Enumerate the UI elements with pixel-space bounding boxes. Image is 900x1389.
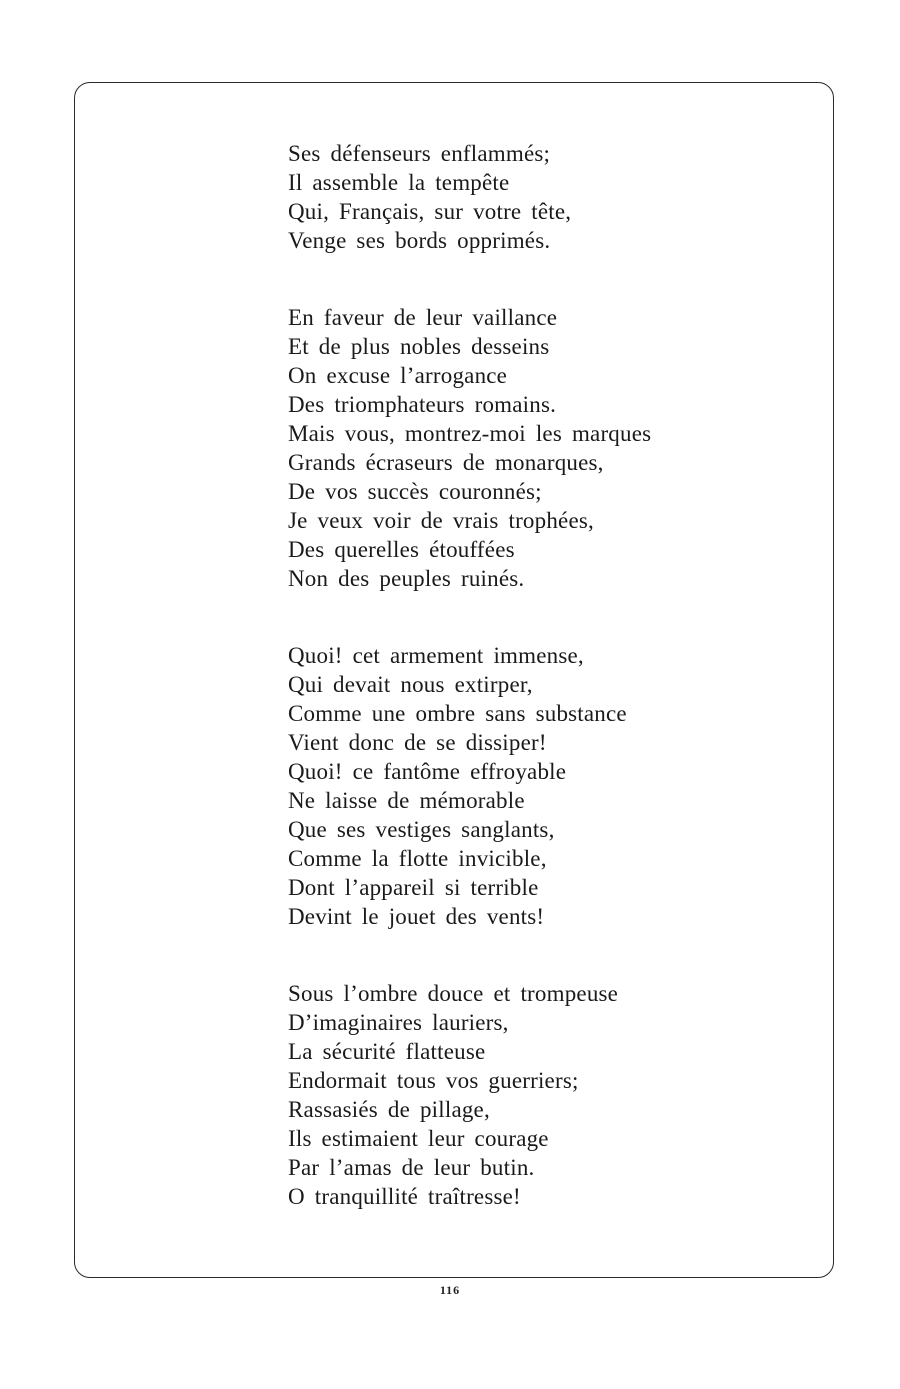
poem-line: O tranquillité traîtresse! bbox=[288, 1184, 521, 1209]
poem-line: Et de plus nobles desseins bbox=[288, 334, 550, 359]
poem-line: Endormait tous vos guerriers; bbox=[288, 1068, 579, 1093]
poem-line: En faveur de leur vaillance bbox=[288, 305, 558, 330]
poem-line: Quoi! ce fantôme effroyable bbox=[288, 759, 567, 784]
poem-line: Qui, Français, sur votre tête, bbox=[288, 199, 572, 224]
poem-line: Des triomphateurs romains. bbox=[288, 392, 557, 417]
poem-line: Quoi! cet armement immense, bbox=[288, 643, 584, 668]
poem-line: Il assemble la tempête bbox=[288, 170, 510, 195]
poem-line: Comme la flotte invicible, bbox=[288, 846, 547, 871]
poem-line: Je veux voir de vrais trophées, bbox=[288, 508, 594, 533]
poem-line: La sécurité flatteuse bbox=[288, 1039, 486, 1064]
poem-line: Non des peuples ruinés. bbox=[288, 566, 525, 591]
poem-line: Qui devait nous extirper, bbox=[288, 672, 533, 697]
poem-line: Vient donc de se dissiper! bbox=[288, 730, 547, 755]
poem-line: Sous l’ombre douce et trompeuse bbox=[288, 981, 619, 1006]
stanza-4 bbox=[288, 979, 748, 1211]
page-number: 116 bbox=[439, 1283, 461, 1297]
poem-line: Des querelles étouffées bbox=[288, 537, 515, 562]
poem-line: Grands écraseurs de monarques, bbox=[288, 450, 604, 475]
poem-line: D’imaginaires lauriers, bbox=[288, 1010, 509, 1035]
poem-line: Rassasiés de pillage, bbox=[288, 1097, 490, 1122]
poem-line: Mais vous, montrez-moi les marques bbox=[288, 421, 652, 446]
poem-line: Dont l’appareil si terrible bbox=[288, 875, 539, 900]
poem-line: On excuse l’arrogance bbox=[288, 363, 508, 388]
poem-text bbox=[288, 139, 748, 1211]
poem-line: Devint le jouet des vents! bbox=[288, 904, 545, 929]
stanza-2 bbox=[288, 303, 748, 593]
stanza-1 bbox=[288, 139, 748, 255]
poem-line: Comme une ombre sans substance bbox=[288, 701, 627, 726]
poem-line: Venge ses bords opprimés. bbox=[288, 228, 551, 253]
stanza-3 bbox=[288, 641, 748, 931]
poem-line: Ils estimaient leur courage bbox=[288, 1126, 549, 1151]
poem-line: Par l’amas de leur butin. bbox=[288, 1155, 535, 1180]
poem-line: Ses défenseurs enflammés; bbox=[288, 141, 551, 166]
poem-line: Que ses vestiges sanglants, bbox=[288, 817, 555, 842]
poem-line: De vos succès couronnés; bbox=[288, 479, 542, 504]
poem-line: Ne laisse de mémorable bbox=[288, 788, 525, 813]
